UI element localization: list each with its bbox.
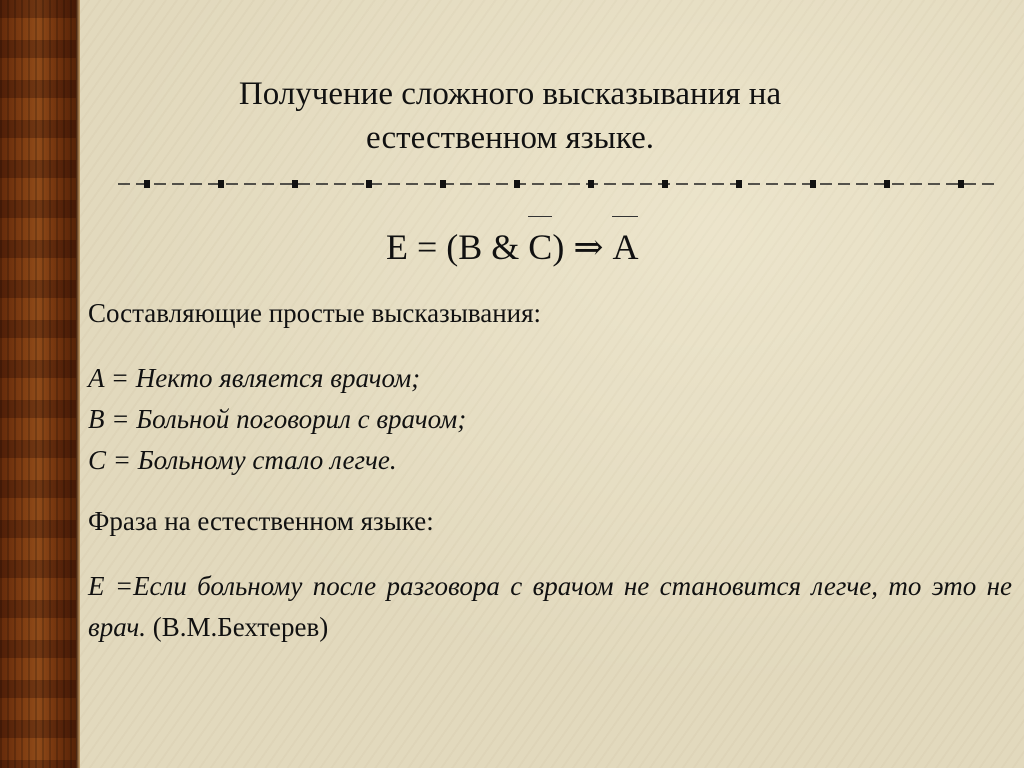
logic-formula xyxy=(386,226,638,268)
title-line-2: естественном языке. xyxy=(366,120,654,156)
wood-border-edge xyxy=(76,0,80,768)
components-label: Составляющие простые высказывания: xyxy=(88,298,542,328)
phrase-label: Фраза на естественном языке: xyxy=(88,506,434,536)
implies-symbol: ⇒ xyxy=(573,227,604,267)
definition-a: A = Некто является врачом; xyxy=(88,363,421,393)
formula-close-paren: ) xyxy=(552,227,565,267)
wood-border xyxy=(0,0,76,768)
formula-not-c: C xyxy=(528,227,553,267)
definition-c: C = Больному стало легче. xyxy=(88,445,397,475)
formula-not-a: A xyxy=(612,227,639,267)
slide-title xyxy=(130,72,890,160)
dashed-divider xyxy=(118,178,994,190)
phrase-text: E =Если больному после разговора с врачом не становится легче, то это не врач. xyxy=(88,571,1012,642)
definitions-list xyxy=(88,358,466,481)
formula-lhs: E = (B & xyxy=(386,227,529,267)
title-line-1: Получение сложного высказывания на xyxy=(238,76,782,112)
phrase-author: (В.М.Бехтерев) xyxy=(146,612,329,642)
natural-language-phrase xyxy=(88,566,1012,648)
definition-b: B = Больной поговорил с врачом; xyxy=(88,404,467,434)
